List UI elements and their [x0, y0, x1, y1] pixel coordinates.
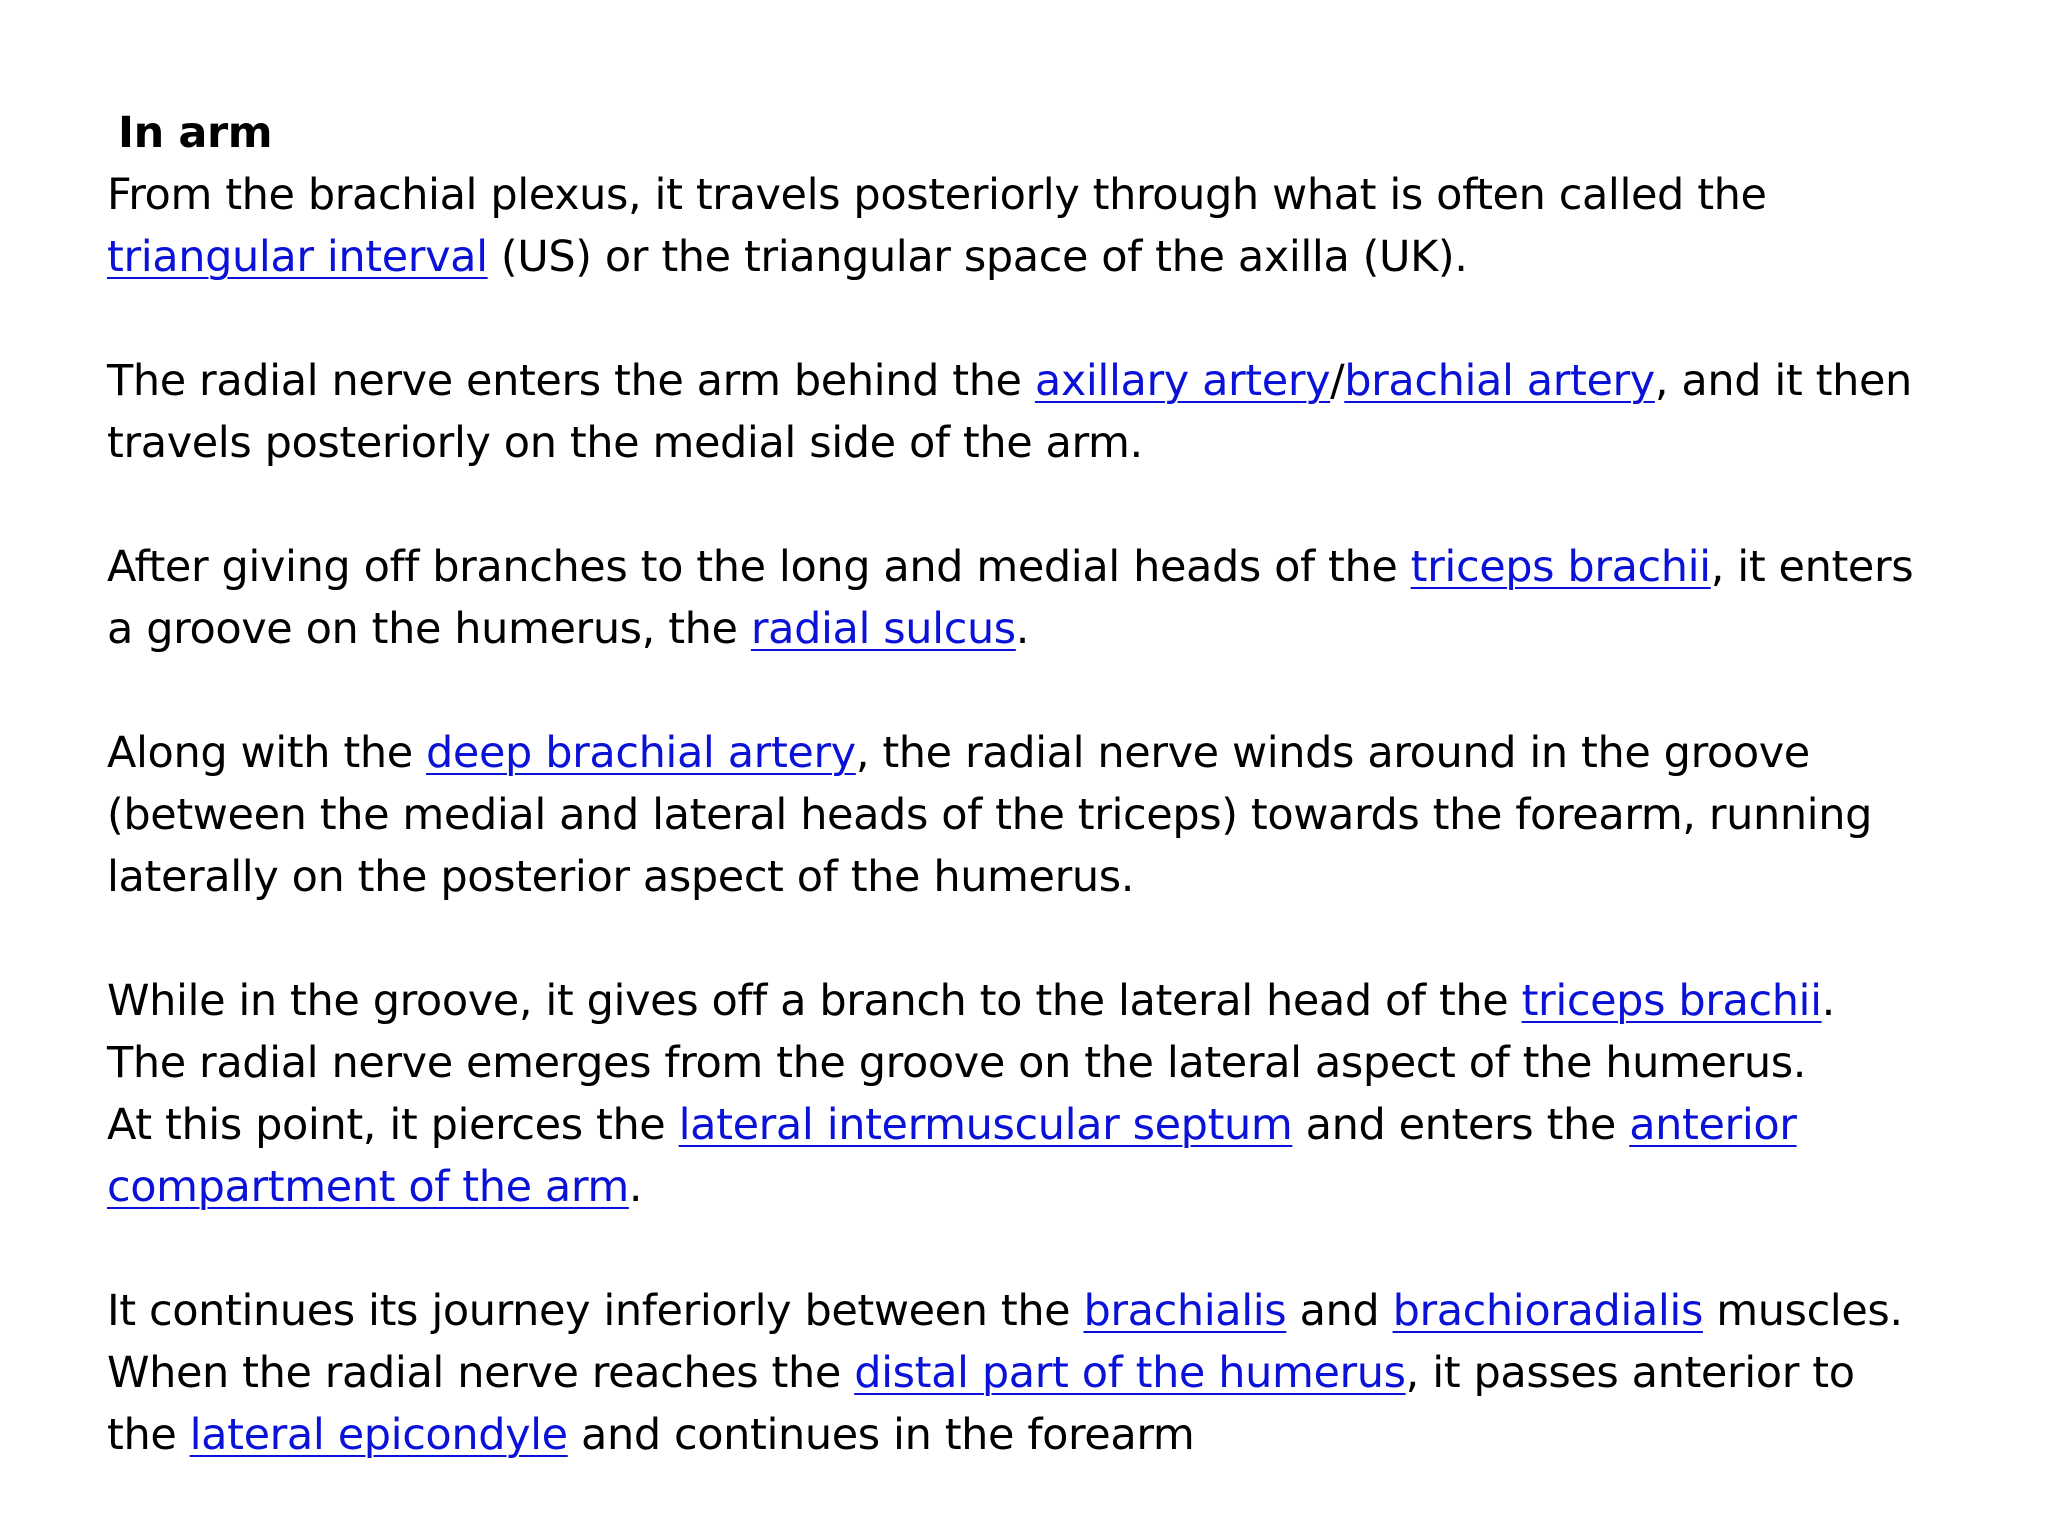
text-segment: .	[628, 1162, 643, 1212]
text-segment: .	[1015, 604, 1030, 654]
paragraph	[107, 164, 1987, 288]
text-segment: and	[1286, 1286, 1393, 1336]
text-segment: laterally on the posterior aspect of the humerus.	[107, 852, 1134, 902]
text-segment: The radial nerve enters the arm behind the	[107, 356, 1035, 406]
text-line	[107, 1094, 1987, 1156]
text-segment: , it enters	[1710, 542, 1914, 592]
text-line	[107, 970, 1987, 1032]
text-line	[107, 722, 1987, 784]
hyperlink[interactable]: anterior	[1629, 1100, 1797, 1150]
hyperlink[interactable]: deep brachial artery	[426, 728, 856, 778]
text-segment: , and it then	[1654, 356, 1912, 406]
hyperlink[interactable]: triangular interval	[107, 232, 488, 282]
text-line	[107, 784, 1987, 846]
text-segment: The radial nerve emerges from the groove on the lateral aspect of the humerus.	[107, 1038, 1806, 1088]
text-line	[107, 412, 1987, 474]
hyperlink[interactable]: compartment of the arm	[107, 1162, 629, 1212]
text-segment: and enters the	[1292, 1100, 1630, 1150]
text-line	[107, 350, 1987, 412]
paragraph	[107, 722, 1987, 908]
text-line	[107, 226, 1987, 288]
hyperlink[interactable]: brachial artery	[1344, 356, 1655, 406]
hyperlink[interactable]: lateral epicondyle	[189, 1410, 568, 1460]
hyperlink[interactable]: radial sulcus	[750, 604, 1016, 654]
text-segment: , the radial nerve winds around in the groove	[855, 728, 1810, 778]
hyperlink[interactable]: triceps brachii	[1410, 542, 1711, 592]
hyperlink[interactable]: brachialis	[1083, 1286, 1287, 1336]
text-segment: It continues its journey inferiorly between the	[107, 1286, 1084, 1336]
paragraph	[107, 970, 1987, 1218]
text-segment: While in the groove, it gives off a branch to the lateral head of the	[107, 976, 1522, 1026]
text-segment: Along with the	[107, 728, 427, 778]
text-line	[107, 164, 1987, 226]
hyperlink[interactable]: brachioradialis	[1392, 1286, 1703, 1336]
paragraph-list	[107, 164, 1987, 1466]
hyperlink[interactable]: axillary artery	[1034, 356, 1331, 406]
text-line	[107, 1342, 1987, 1404]
hyperlink[interactable]: lateral intermuscular septum	[678, 1100, 1293, 1150]
text-segment: the	[107, 1410, 190, 1460]
text-segment: travels posteriorly on the medial side of the arm.	[107, 418, 1143, 468]
hyperlink[interactable]: triceps brachii	[1521, 976, 1822, 1026]
text-segment: muscles.	[1702, 1286, 1903, 1336]
text-line	[107, 1280, 1987, 1342]
text-segment: When the radial nerve reaches the	[107, 1348, 855, 1398]
text-segment: /	[1330, 356, 1345, 406]
hyperlink[interactable]: distal part of the humerus	[854, 1348, 1406, 1398]
text-segment: After giving off branches to the long and medial heads of the	[107, 542, 1411, 592]
text-line	[107, 598, 1987, 660]
text-segment: At this point, it pierces the	[107, 1100, 679, 1150]
text-segment: , it passes anterior to	[1405, 1348, 1855, 1398]
text-segment: a groove on the humerus, the	[107, 604, 751, 654]
section-heading: In arm	[118, 108, 273, 158]
text-segment: (US) or the triangular space of the axilla (UK).	[487, 232, 1468, 282]
paragraph	[107, 1280, 1987, 1466]
text-line	[107, 1032, 1987, 1094]
slide-content	[107, 102, 1987, 1528]
text-line	[107, 536, 1987, 598]
text-segment: From the brachial plexus, it travels posteriorly through what is often called the	[107, 170, 1767, 220]
paragraph	[107, 536, 1987, 660]
text-line	[107, 1156, 1987, 1218]
paragraph	[107, 350, 1987, 474]
text-segment: (between the medial and lateral heads of the triceps) towards the forearm, running	[107, 790, 1872, 840]
text-line	[107, 1404, 1987, 1466]
text-segment: and continues in the forearm	[567, 1410, 1195, 1460]
text-segment: .	[1821, 976, 1835, 1026]
text-line	[107, 846, 1987, 908]
